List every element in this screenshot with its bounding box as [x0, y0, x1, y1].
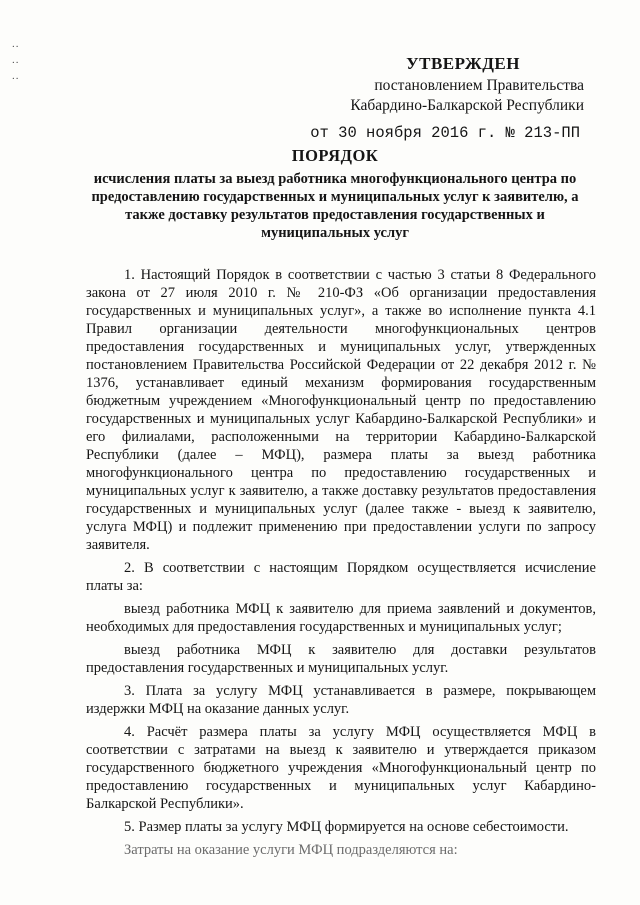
approval-line: Кабардино-Балкарской Республики — [350, 97, 584, 114]
paragraph-3: 3. Плата за услугу МФЦ устанавливается в размере, покрывающем издержки МФЦ на оказание данных услуг. — [86, 683, 596, 717]
paragraph-2-item-1: выезд работника МФЦ к заявителю для приема заявлений и документов, необходимых для предоставления государственных и муниципальных услуг; — [86, 601, 596, 635]
decree-number: от 30 ноября 2016 г. № 213-ПП — [310, 124, 580, 142]
margin-mark: .. — [12, 70, 20, 82]
title-subtitle: исчисления платы за выезд работника многофункционального центра по предоставлению государственных и муниципальных услуг к заявителю, а также доставку результатов предоставления государственных и муниципальных услуг — [91, 171, 579, 241]
paragraph-2: 2. В соответствии с настоящим Порядком осуществляется исчисление платы за: — [86, 560, 596, 594]
approval-stamp — [310, 54, 584, 142]
approval-line: постановлением Правительства — [374, 77, 584, 94]
paragraph-1: 1. Настоящий Порядок в соответствии с частью 3 статьи 8 Федерального закона от 27 июля 2010 г. № 210-ФЗ «Об организации предоставления государственных и муниципальных услуг», а также во исполнение пункта 4.1 Правил организации деятельности многофункциональных центров предоставления государственных и муниципальных услуг, утвержденных постановлением Правительства Российской Федерации от 22 декабря 2012 г. № 1376, устанавливает единый механизм формирования государственным бюджетным учреждением «Многофункциональный центр по предоставлению государственных и муниципальных услуг Кабардино-Балкарской Республики» и его филиалами, расположенными на территории Кабардино-Балкарской Республики (далее – МФЦ), размера платы за выезд работника многофункционального центра по предоставлению государственных и муниципальных услуг к заявителю, а также доставку результатов предоставления государственных и муниципальных услуг (далее также - выезд к заявителю, услуга МФЦ) и подлежит применению при предоставлении услуги по запросу заявителя. — [86, 267, 596, 553]
paragraph-4: 4. Расчёт размера платы за услугу МФЦ осуществляется МФЦ в соответствии с затратами на выезд к заявителю и утверждается приказом государственного бюджетного учреждения «Многофункциональный центр по предоставлению государственных и муниципальных услуг Кабардино-Балкарской Республики». — [86, 724, 596, 812]
margin-mark: .. — [12, 38, 20, 50]
document-body — [86, 266, 596, 864]
approval-heading: УТВЕРЖДЕН — [406, 54, 520, 73]
title-main: ПОРЯДОК — [291, 146, 379, 165]
document-title — [80, 146, 590, 242]
margin-mark: .. — [12, 54, 20, 66]
paragraph-2-item-2: выезд работника МФЦ к заявителю для доставки результатов предоставления государственных и муниципальных услуг. — [86, 642, 596, 676]
paragraph-5: 5. Размер платы за услугу МФЦ формируется на основе себестоимости. — [124, 819, 569, 835]
margin-marks — [12, 36, 20, 84]
paragraph-costs: Затраты на оказание услуги МФЦ подразделяются на: — [124, 842, 458, 858]
